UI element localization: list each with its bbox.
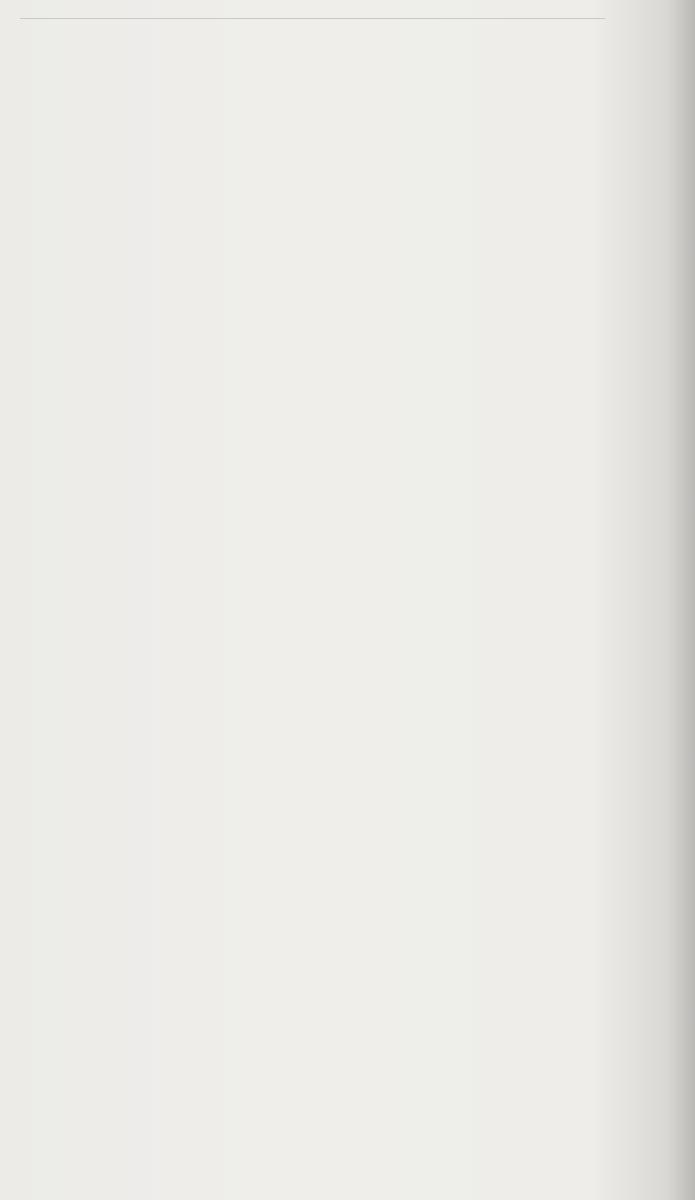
toc-line (89, 143, 602, 173)
dot-leader (93, 106, 680, 136)
toc-line (89, 50, 602, 80)
toc-line (89, 263, 602, 293)
toc-line (89, 323, 602, 353)
toc-line (89, 233, 602, 263)
toc-line (89, 20, 602, 50)
toc-line (89, 293, 602, 323)
toc-line (89, 173, 602, 203)
toc-line (89, 203, 602, 233)
page-edge-rule (20, 18, 605, 19)
toc-entry-0-ending[interactable] (89, 106, 684, 136)
